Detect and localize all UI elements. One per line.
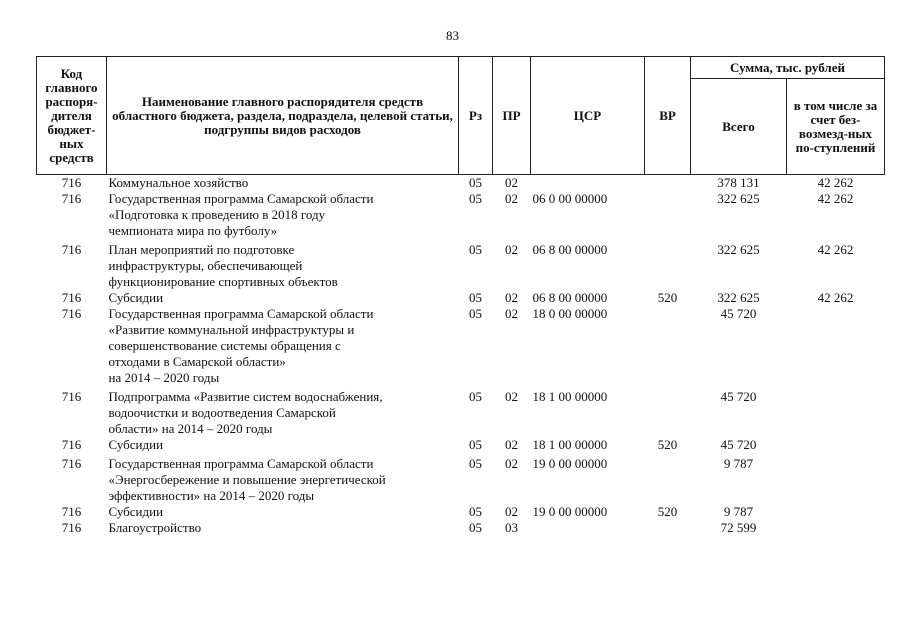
name-line: Подпрограмма «Развитие систем водоснабжения, [108, 389, 383, 404]
header-code: Код главного распоря-дителя бюджет-ных средств [37, 57, 107, 175]
name-line: водоочистки и водоотведения Самарской [108, 405, 336, 420]
name-line: Коммунальное хозяйство [108, 175, 249, 190]
free-cell: 42 262 [817, 242, 854, 257]
code-cell: 716 [61, 242, 82, 257]
total-cell: 45 720 [720, 437, 757, 452]
csr-cell: 06 8 00 00000 [532, 290, 608, 305]
header-vr: ВР [645, 57, 691, 175]
header-name: Наименование главного распорядителя средств областного бюджета, раздела, подраздела, целевой статьи, подгруппы видов расходов [107, 57, 459, 175]
total-cell: 378 131 [717, 175, 760, 190]
pr-cell: 02 [505, 456, 518, 471]
name-cell [107, 175, 459, 192]
csr-cell: 19 0 00 00000 [532, 504, 608, 519]
name-line: Субсидии [108, 504, 164, 519]
free-cell [787, 456, 885, 504]
pr-cell: 02 [505, 504, 518, 519]
budget-table [36, 56, 885, 536]
total-cell: 45 720 [720, 306, 757, 321]
table-row [37, 306, 885, 386]
code-cell: 716 [61, 520, 82, 535]
name-line: чемпионата мира по футболу» [108, 223, 278, 238]
free-cell: 42 262 [817, 290, 854, 305]
name-line: «Подготовка к проведению в 2018 году [108, 207, 326, 222]
vr-cell: 520 [657, 290, 678, 305]
name-cell [107, 191, 459, 239]
name-line: на 2014 – 2020 годы [108, 370, 220, 385]
code-cell: 716 [61, 437, 82, 452]
name-cell [107, 306, 459, 386]
name-line: План мероприятий по подготовке [108, 242, 295, 257]
rz-cell: 05 [469, 175, 482, 190]
csr-cell: 18 1 00 00000 [532, 437, 608, 452]
page-number: 83 [446, 28, 459, 43]
total-cell: 9 787 [723, 456, 754, 471]
header-rz: Рз [459, 57, 493, 175]
table-row [37, 389, 885, 437]
name-cell [107, 242, 459, 290]
code-cell: 716 [61, 456, 82, 471]
code-cell: 716 [61, 290, 82, 305]
header-pr: ПР [493, 57, 531, 175]
code-cell: 716 [61, 175, 82, 190]
code-cell: 716 [61, 389, 82, 404]
code-cell: 716 [61, 191, 82, 206]
name-line: Государственная программа Самарской области [108, 456, 374, 471]
vr-cell [645, 175, 691, 192]
vr-cell [645, 520, 691, 536]
table-row [37, 456, 885, 504]
csr-cell: 18 0 00 00000 [532, 306, 608, 321]
free-cell [787, 520, 885, 536]
rz-cell: 05 [469, 290, 482, 305]
free-cell: 42 262 [817, 175, 854, 190]
pr-cell: 02 [505, 389, 518, 404]
free-cell [787, 437, 885, 453]
header-sum: Сумма, тыс. рублей [691, 57, 885, 79]
pr-cell: 03 [505, 520, 518, 535]
table-row [37, 191, 885, 239]
header-free: в том числе за счет без-возмезд-ных по-ступлений [787, 79, 885, 175]
rz-cell: 05 [469, 456, 482, 471]
pr-cell: 02 [505, 191, 518, 206]
vr-cell [645, 389, 691, 437]
pr-cell: 02 [505, 306, 518, 321]
free-cell [787, 389, 885, 437]
vr-cell [645, 242, 691, 290]
csr-cell: 06 0 00 00000 [532, 191, 608, 206]
table-row [37, 290, 885, 306]
pr-cell: 02 [505, 290, 518, 305]
csr-cell: 18 1 00 00000 [532, 389, 608, 404]
name-line: «Развитие коммунальной инфраструктуры и [108, 322, 355, 337]
name-line: Субсидии [108, 437, 164, 452]
total-cell: 72 599 [720, 520, 757, 535]
pr-cell: 02 [505, 437, 518, 452]
vr-cell [645, 456, 691, 504]
name-line: Государственная программа Самарской области [108, 306, 374, 321]
name-cell [107, 520, 459, 536]
name-line: Субсидии [108, 290, 164, 305]
total-cell: 45 720 [720, 389, 757, 404]
pr-cell: 02 [505, 242, 518, 257]
total-cell: 322 625 [717, 191, 760, 206]
name-cell [107, 456, 459, 504]
total-cell: 322 625 [717, 242, 760, 257]
name-line: Благоустройство [108, 520, 202, 535]
rz-cell: 05 [469, 520, 482, 535]
vr-cell [645, 191, 691, 239]
name-cell [107, 389, 459, 437]
rz-cell: 05 [469, 389, 482, 404]
rz-cell: 05 [469, 504, 482, 519]
table-row [37, 242, 885, 290]
table-row [37, 175, 885, 192]
vr-cell: 520 [657, 504, 678, 519]
rz-cell: 05 [469, 306, 482, 321]
name-cell [107, 290, 459, 306]
name-line: совершенствование системы обращения с [108, 338, 341, 353]
rz-cell: 05 [469, 437, 482, 452]
name-line: области» на 2014 – 2020 годы [108, 421, 273, 436]
total-cell: 9 787 [723, 504, 754, 519]
header-total: Всего [691, 79, 787, 175]
free-cell: 42 262 [817, 191, 854, 206]
rz-cell: 05 [469, 191, 482, 206]
rz-cell: 05 [469, 242, 482, 257]
name-line: эффективности» на 2014 – 2020 годы [108, 488, 315, 503]
table-row [37, 520, 885, 536]
header-csr: ЦСР [531, 57, 645, 175]
name-cell [107, 504, 459, 520]
name-line: отходами в Самарской области» [108, 354, 286, 369]
csr-cell [531, 520, 645, 536]
name-line: инфраструктуры, обеспечивающей [108, 258, 303, 273]
code-cell: 716 [61, 504, 82, 519]
name-line: Государственная программа Самарской области [108, 191, 374, 206]
total-cell: 322 625 [717, 290, 760, 305]
free-cell [787, 306, 885, 386]
table-row [37, 504, 885, 520]
csr-cell: 06 8 00 00000 [532, 242, 608, 257]
name-cell [107, 437, 459, 453]
name-line: функционирование спортивных объектов [108, 274, 338, 289]
table-row [37, 437, 885, 453]
csr-cell: 19 0 00 00000 [532, 456, 608, 471]
vr-cell [645, 306, 691, 386]
name-line: «Энергосбережение и повышение энергетической [108, 472, 386, 487]
vr-cell: 520 [657, 437, 678, 452]
csr-cell [531, 175, 645, 192]
free-cell [787, 504, 885, 520]
pr-cell: 02 [505, 175, 518, 190]
code-cell: 716 [61, 306, 82, 321]
